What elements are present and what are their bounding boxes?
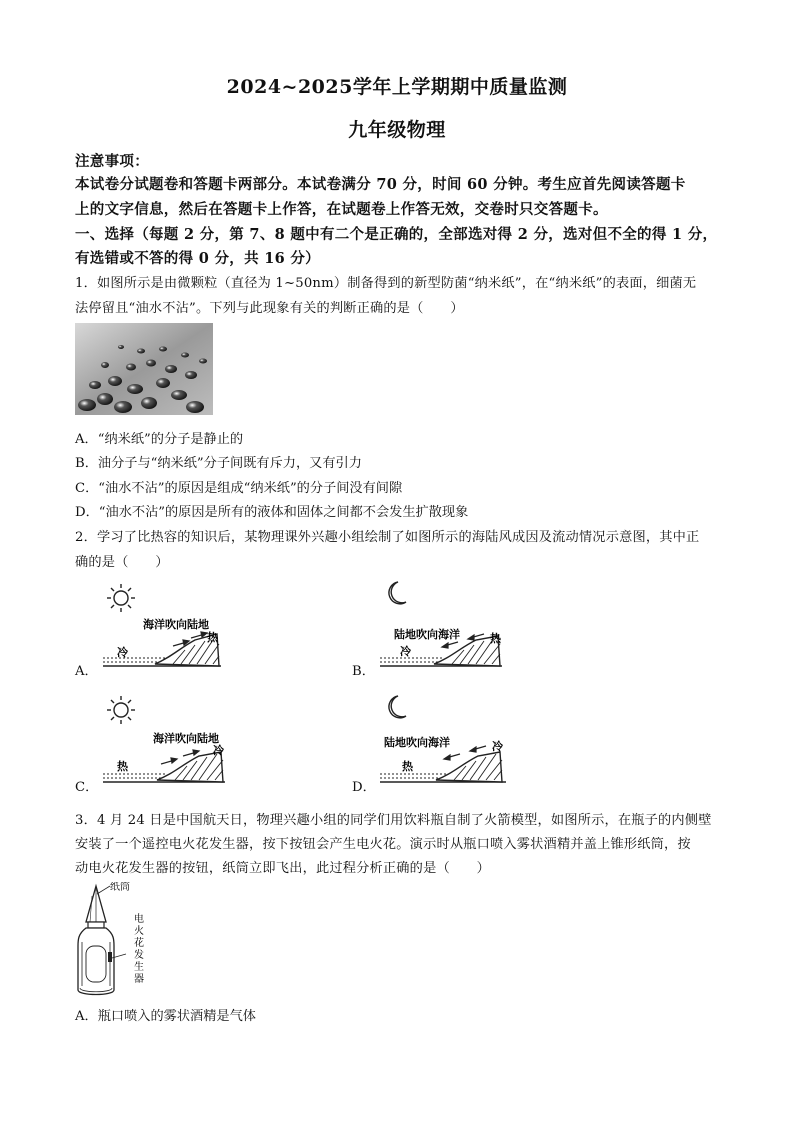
label-spark-char-3: 花: [134, 938, 144, 949]
label-spark-char-2: 火: [134, 926, 144, 937]
q3-line-3: 动电火花发生器的按钮，纸筒立即飞出，此过程分析正确的是（ ）: [75, 861, 491, 876]
q2-option-d-letter: D．: [352, 780, 376, 795]
q1-line-1: 1．如图所示是由微颗粒（直径为 1~50nm）制备得到的新型防菌“纳米纸”，在“纳米纸”的表面，细菌无: [75, 276, 697, 291]
q2-line-1: 2．学习了比热容的知识后，某物理课外兴趣小组绘制了如图所示的海陆风成因及流动情况示意图，其中正: [75, 530, 700, 545]
notes-line-1: 本试卷分试题卷和答题卡两部分。本试卷满分 70 分，时间 60 分钟。考生应首先阅读答题卡: [75, 176, 686, 193]
sea-breeze-diagram-a: [95, 578, 225, 673]
label-spark-char-6: 器: [134, 974, 144, 985]
q2-option-a-letter: A．: [75, 664, 98, 679]
q3-line-2: 安装了一个遥控电火花发生器，按下按钮会产生电火花。演示时从瓶口喷入雾状酒精并盖上锥形纸筒，按: [75, 837, 691, 852]
exam-title: 2024~2025学年上学期期中质量监测: [226, 76, 568, 98]
sun-icon: [107, 696, 135, 724]
notes-heading: 注意事项：: [75, 153, 149, 170]
notes-line-2: 上的文字信息，然后在答题卡上作答，在试题卷上作答无效，交卷时只交答题卡。: [75, 201, 608, 218]
diagram-b-caption: 陆地吹向海洋: [394, 628, 460, 641]
diagram-a-sea-label: 冷: [117, 646, 128, 659]
q2-option-c-letter: C．: [75, 780, 99, 795]
q1-option-d: D．“油水不沾”的原因是所有的液体和固体之间都不会发生扩散现象: [75, 505, 469, 520]
q1-line-2: 法停留且“油水不沾”。下列与此现象有关的判断正确的是（ ）: [75, 301, 464, 316]
q3-line-1: 3．4 月 24 日是中国航天日，物理兴趣小组的同学们用饮料瓶自制了火箭模型，如图所示，在瓶子的内侧壁: [75, 813, 712, 828]
rocket-bottle-figure: [72, 882, 162, 1000]
moon-icon: [389, 696, 406, 718]
q2-line-2: 确的是（ ）: [75, 555, 169, 570]
sea-breeze-diagram-c: [95, 690, 230, 790]
diagram-b-sea-label: 冷: [400, 645, 411, 658]
land-breeze-diagram-b: [372, 578, 507, 673]
q3-option-a: A．瓶口喷入的雾状酒精是气体: [75, 1009, 256, 1024]
label-spark-char-1: 电: [134, 914, 144, 925]
q2-option-b-letter: B．: [352, 664, 375, 679]
diagram-d-land-label: 冷: [492, 740, 503, 753]
label-spark-char-5: 生: [134, 962, 144, 973]
diagram-c-land-label: 冷: [213, 744, 224, 757]
nanopaper-droplet-photo: [75, 323, 213, 415]
label-spark-char-4: 发: [134, 950, 144, 961]
exam-subtitle: 九年级物理: [348, 119, 446, 141]
diagram-a-land-label: 热: [207, 631, 218, 644]
q1-option-c: C．“油水不沾”的原因是组成“纳米纸”的分子间没有间隙: [75, 481, 403, 496]
sun-icon: [107, 584, 135, 612]
label-paper-cone: 纸筒: [110, 882, 130, 893]
diagram-d-sea-label: 热: [402, 760, 413, 773]
section1-line-2: 有选错或不答的得 0 分，共 16 分）: [75, 250, 320, 267]
q1-option-a: A．“纳米纸”的分子是静止的: [75, 432, 244, 447]
diagram-c-sea-label: 热: [117, 760, 128, 773]
moon-icon: [389, 582, 406, 604]
diagram-c-caption: 海洋吹向陆地: [153, 732, 219, 745]
spark-generator-icon: [108, 952, 112, 962]
diagram-d-caption: 陆地吹向海洋: [384, 736, 450, 749]
q1-option-b: B．油分子与“纳米纸”分子间既有斥力，又有引力: [75, 456, 362, 471]
section1-line-1: 一、选择（每题 2 分，第 7、8 题中有二个是正确的，全部选对得 2 分，选对但不全的得 1 分，: [75, 226, 718, 243]
diagram-b-land-label: 热: [490, 632, 501, 645]
diagram-a-caption: 海洋吹向陆地: [143, 618, 209, 631]
land-breeze-diagram-d: [372, 690, 512, 790]
